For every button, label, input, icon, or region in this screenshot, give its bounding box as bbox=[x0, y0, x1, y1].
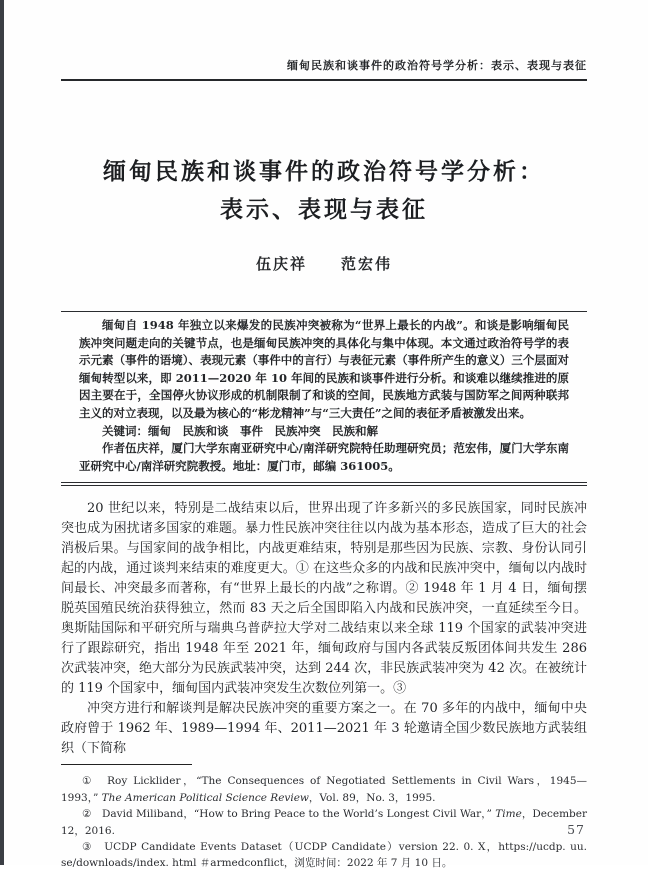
body-paragraph-1: 20 世纪以来，特别是二战结束以后，世界出现了许多新兴的多民族国家，同时民族冲突也成为困扰诸多国家的难题。暴力性民族冲突往往以内战为基本形态，造成了巨大的社会消极后果。与国家间的战争相比，内战更难结束，特别是那些因为民族、宗教、身份认同引起的内战，通过谈判来结束的难度更大。① 在这些众多的内战和民族冲突中，缅甸以内战时间最长、冲突最多而著称，有“世界上最长的内战”之称谓。② 1948 年 1 月 4 日，缅甸摆脱英国殖民统治获得独立，然而 83 天之后全国即陷入内战和民族冲突，一直延续至今日。奥斯陆国际和平研究所与瑞典乌普萨拉大学对二战结束以来全球 119 个国家的武装冲突进行了跟踪研究，指出 1948 年至 2021 年，缅甸政府与国内各武装反叛团体间共发生 286 次武装冲突，绝大部分为民族武装冲突，达到 244 次，非民族武装冲突为 42 次。在被统计的 119 个国家中，缅甸国内武装冲突发生次数位列第一。③ bbox=[61, 501, 587, 697]
footnote-3 bbox=[61, 839, 587, 872]
abstract-paragraph: 缅甸自 1948 年独立以来爆发的民族冲突被称为“世界上最长的内战”。和谈是影响缅甸民族冲突问题走向的关键节点，也是缅甸民族冲突的具体化与集中体现。本文通过政治符号学的表示元素（事件的语境）、表现元素（事件中的言行）与表征元素（事件所产生的意义）三个层面对缅甸转型以来，即 2011—2020 年 10 年间的民族和谈事件进行分析。和谈难以继续推进的原因主要在于，全国停火协议形成的机制限制了和谈的空间，民族地方武装与国防军之间两种联邦主义的对立表现，以及最为核心的“彬龙精神”与“三大责任”之间的表征矛盾被激发出来。 bbox=[79, 318, 569, 420]
running-header-text: 缅甸民族和谈事件的政治符号学分析：表示、表现与表征 bbox=[287, 59, 587, 72]
footnote-1 bbox=[61, 773, 587, 806]
footnote-1-tail: ，Vol. 89，No. 3，1995. bbox=[308, 791, 436, 804]
footnote-3-text: ③ UCDP Candidate Events Dataset（UCDP Candidate）version 22. 0. X，https://ucdp. uu. se/downloads/index. html ＃armedconflict，浏览时间：2022 年 7 月 10 日。 bbox=[61, 840, 587, 870]
keywords-line: 关键词：缅甸 民族和谈 事件 民族冲突 民族和解 bbox=[102, 423, 378, 438]
footnote-separator-rule bbox=[61, 764, 192, 765]
page-number: 57 bbox=[567, 822, 585, 837]
author-affiliation-note: 作者伍庆祥，厦门大学东南亚研究中心/南洋研究院特任助理研究员；范宏伟，厦门大学东南亚研究中心/南洋研究院教授。地址：厦门市，邮编 361005。 bbox=[79, 441, 569, 473]
footnote-2-text: ② David Miliband，“How to Bring Peace to the World’s Longest Civil War，” bbox=[82, 808, 492, 821]
article-body bbox=[61, 499, 587, 759]
article bbox=[61, 0, 587, 872]
article-title-line-1: 缅甸民族和谈事件的政治符号学分析： bbox=[103, 159, 545, 185]
footnote-2-tail: ，December 12，2016. bbox=[61, 808, 588, 837]
footnote-2-journal: Time bbox=[491, 808, 522, 821]
article-title-line-2: 表示、表现与表征 bbox=[220, 197, 428, 223]
footnotes-section bbox=[61, 764, 587, 871]
authors-byline: 伍庆祥 范宏伟 bbox=[255, 255, 392, 273]
footnote-2 bbox=[61, 806, 587, 839]
abstract-section bbox=[61, 311, 587, 486]
running-header bbox=[61, 57, 587, 81]
scan-edge-strip bbox=[0, 0, 4, 865]
footnote-1-text: ① Roy Licklider，“The Consequences of Negotiated Settlements in Civil Wars，1945—1993，” bbox=[61, 775, 587, 804]
body-paragraph-2: 冲突方进行和解谈判是解决民族冲突的重要方案之一。在 70 多年的内战中，缅甸中央政府曾于 1962 年、1989—1994 年、2011—2021 年 3 轮邀请全国少数民族地方武装组织（下简称 bbox=[61, 701, 587, 757]
article-title bbox=[61, 153, 587, 229]
footnote-1-journal: The American Political Science Review bbox=[98, 791, 309, 804]
